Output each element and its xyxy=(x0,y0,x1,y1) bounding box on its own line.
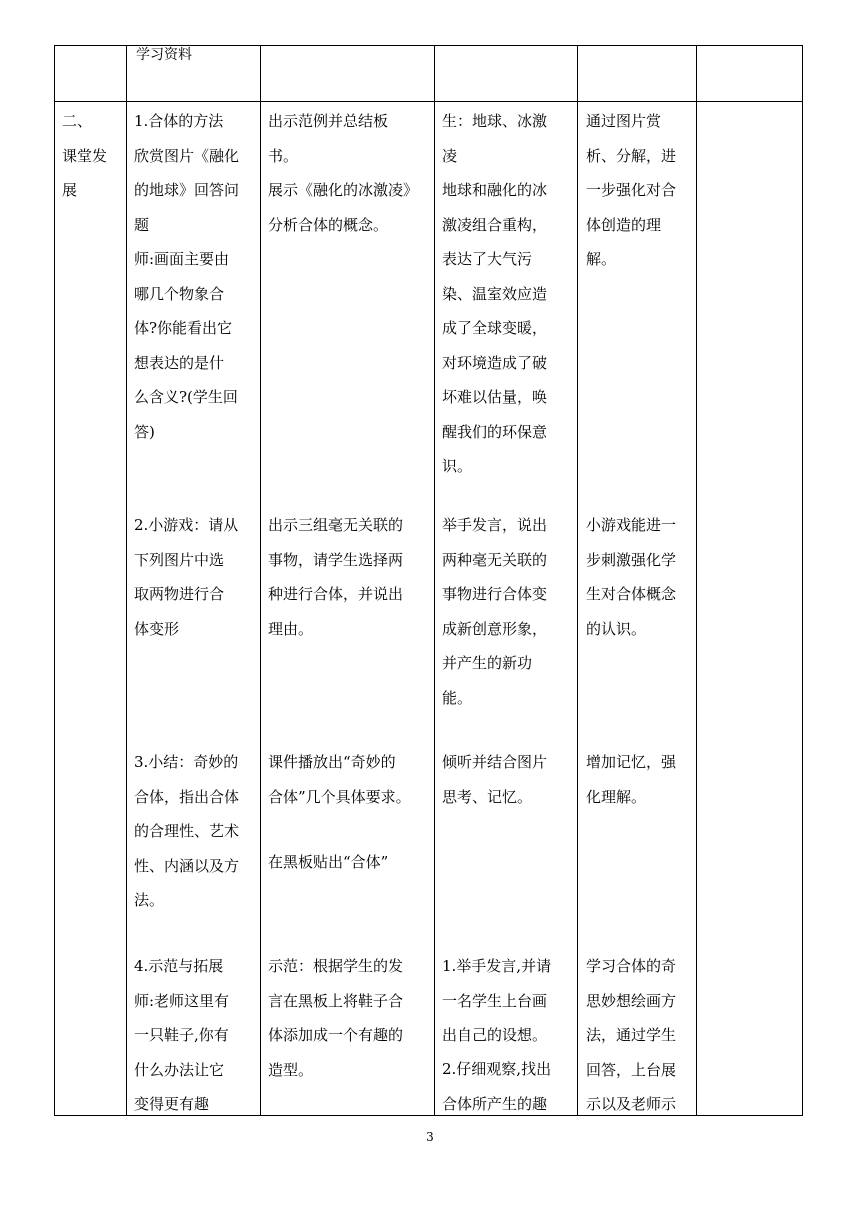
section-label: 二、 课堂发 展 xyxy=(62,112,108,199)
table-border-left xyxy=(54,45,55,1116)
teacher-cell: 课件播放出“奇妙的 合体”几个具体要求。 xyxy=(268,753,411,806)
content-cell: 3.小结：奇妙的 合体，指出合体 的合理性、艺术 性、内涵以及方 法。 xyxy=(134,753,240,909)
page-number: 3 xyxy=(426,1130,434,1144)
table-divider-4 xyxy=(577,45,578,1116)
teacher-cell: 在黑板贴出“合体” xyxy=(268,853,389,871)
intent-cell: 增加记忆，强 化理解。 xyxy=(586,753,677,806)
table-divider-3 xyxy=(434,45,435,1116)
student-cell: 1.举手发言,并请 一名学生上台画 出自己的设想。 xyxy=(442,957,552,1044)
student-cell: 倾听并结合图片 思考、记忆。 xyxy=(442,753,548,806)
table-divider-2 xyxy=(260,45,261,1116)
table-divider-1 xyxy=(126,45,127,1116)
top-row-text: 学习资料 xyxy=(136,47,192,63)
intent-cell: 通过图片赏 析、分解，进 一步强化对合 体创造的理 解。 xyxy=(586,112,677,268)
table-row-divider xyxy=(54,101,803,102)
student-cell: 举手发言，说出 两种毫无关联的 事物进行合体变 成新创意形象， 并产生的新功 能。 xyxy=(442,516,548,707)
student-cell: 2.仔细观察,找出 合体所产生的趣 xyxy=(442,1060,552,1113)
student-cell: 生：地球、冰激 凌 地球和融化的冰 激凌组合重构， 表达了大气污 染、温室效应造 成了全球变暖， 对环境造成了破 坏难以估量，唤 醒我们的环保意 识。 xyxy=(442,112,548,475)
content-cell: 4.示范与拓展 师:老师这里有 一只鞋子,你有 什么办法让它 变得更有趣 xyxy=(134,957,230,1113)
table-border-right xyxy=(802,45,803,1116)
intent-cell: 学习合体的奇 思妙想绘画方 法，通过学生 回答，上台展 示以及老师示 xyxy=(586,957,677,1113)
table-divider-5 xyxy=(696,45,697,1116)
content-cell: 2.小游戏：请从 下列图片中选 取两物进行合 体变形 xyxy=(134,516,239,638)
teacher-cell: 出示范例并总结板 书。 展示《融化的冰激凌》 分析合体的概念。 xyxy=(268,112,419,234)
teacher-cell: 示范：根据学生的发 言在黑板上将鞋子合 体添加成一个有趣的 造型。 xyxy=(268,957,404,1079)
intent-cell: 小游戏能进一 步刺激强化学 生对合体概念 的认识。 xyxy=(586,516,677,638)
content-cell: 1.合体的方法 欣赏图片《融化 的地球》回答问 题 师:画面主要由 哪几个物象合 体?你能看出它 想表达的是什 么含义?(学生回 答) xyxy=(134,112,240,441)
teacher-cell: 出示三组毫无关联的 事物，请学生选择两 种进行合体，并说出 理由。 xyxy=(268,516,404,638)
